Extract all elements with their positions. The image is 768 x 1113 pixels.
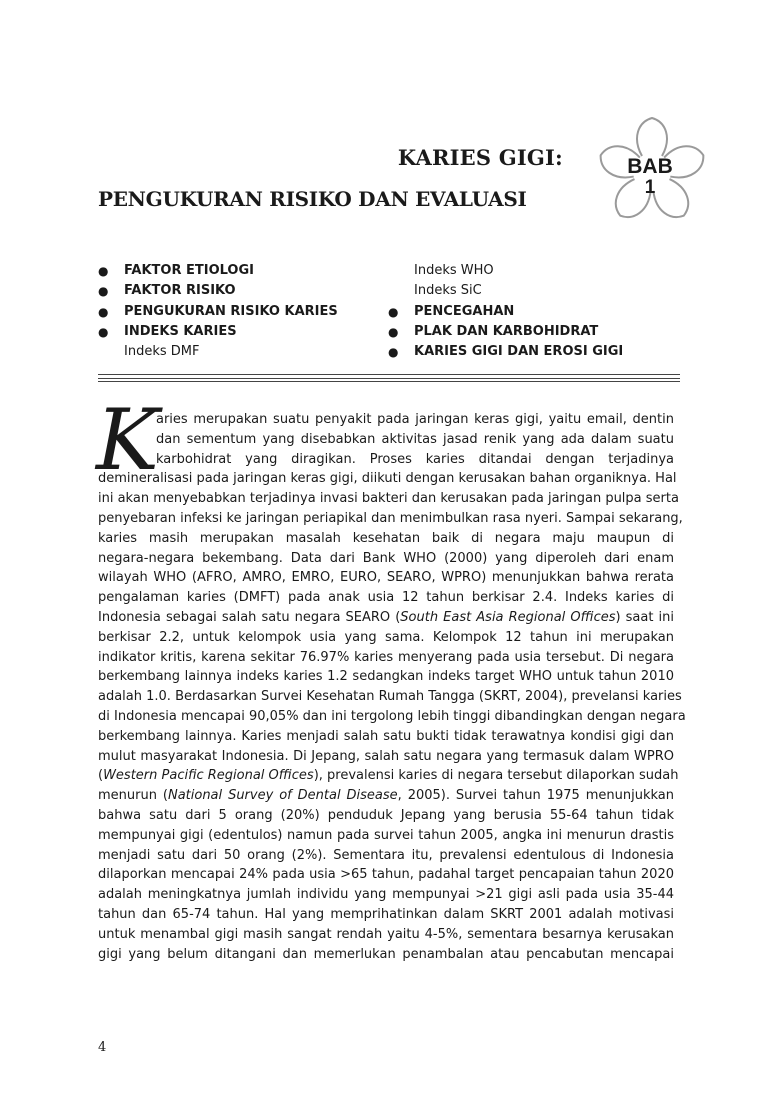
chapter-label: BAB [627,155,673,178]
toc-item [98,322,338,342]
toc-item [388,261,623,281]
body-line: karies masih merupakan masalah kesehatan baik di negara maju maupun di [98,530,674,546]
toc-item [98,261,338,281]
toc-item-label: Indeks DMF [124,344,200,360]
bullet-icon: ● [98,324,109,339]
toc-left-column [98,261,338,362]
body-line: dan sementum yang disebabkan aktivitas jasad renik yang ada dalam suatu [156,431,674,447]
body-line: berkembang lainnya. Karies menjadi salah satu bukti tidak terawatnya kondisi gigi dan [98,728,674,744]
chapter-number: 1 [644,177,656,198]
toc-item-label: Indeks SiC [414,283,482,299]
body-line: berkisar 2.2, untuk kelompok usia yang sama. Kelompok 12 tahun ini merupakan [98,629,674,645]
body-line: Indonesia sebagai salah satu negara SEARO (South East Asia Regional Offices) saat ini [98,609,675,625]
body-line: wilayah WHO (AFRO, AMRO, EMRO, EURO, SEARO, WPRO) menunjukkan bahwa rerata [98,570,674,586]
chapter-title-line2: PENGUKURAN RISIKO DAN EVALUASI [98,187,527,211]
toc-item-label: PLAK DAN KARBOHIDRAT [414,323,599,339]
toc-item-label: INDEKS KARIES [124,323,237,339]
body-line: pengalaman karies (DMFT) pada anak usia 12 tahun berkisar 2.4. Indeks karies di [98,590,674,606]
body-line: (Western Pacific Regional Offices), prevalensi karies di negara tersebut dilaporkan sudah [98,768,679,784]
body-line: karbohidrat yang diragikan. Proses karies ditandai dengan terjadinya [156,451,674,467]
toc-item [388,342,623,362]
body-line: mulut masyarakat Indonesia. Di Jepang, salah satu negara yang termasuk dalam WPRO [98,748,674,764]
toc-item [98,302,338,322]
toc-item [98,342,338,362]
body-line: di Indonesia mencapai 90,05% dan ini tergolong lebih tinggi dibandingkan dengan negara [98,708,686,724]
toc-item [388,302,623,322]
body-line: penyebaran infeksi ke jaringan periapikal dan menimbulkan rasa nyeri. Sampai sekarang, [98,510,683,526]
toc-item-label: FAKTOR RISIKO [124,283,236,299]
toc-item [98,281,338,301]
body-line: indikator kritis, karena sekitar 76.97% karies menyerang pada usia tersebut. Di negara [98,649,674,665]
divider-rule [98,374,680,375]
divider-rule [98,381,680,382]
bullet-icon: ● [98,284,109,299]
toc-item-label: PENGUKURAN RISIKO KARIES [124,303,338,319]
body-line: aries merupakan suatu penyakit pada jaringan keras gigi, yaitu email, dentin [156,412,674,427]
bullet-icon: ● [388,345,399,360]
bullet-icon: ● [98,304,109,319]
body-line: untuk menambal gigi masih sangat rendah yaitu 4-5%, sementara besarnya kerusakan [98,926,674,942]
body-line: menurun (National Survey of Dental Disease, 2005). Survei tahun 1975 menunjukkan [98,788,674,804]
body-line: ini akan menyebabkan terjadinya invasi bakteri dan kerusakan pada jaringan pulpa serta [98,491,679,507]
toc-right-column [388,261,623,362]
body-line: negara-negara bekembang. Data dari Bank WHO (2000) yang diperoleh dari enam [98,550,674,566]
bullet-icon: ● [388,304,399,319]
body-text [98,410,686,964]
body-line: tahun dan 65-74 tahun. Hal yang memprihatinkan dalam SKRT 2001 adalah motivasi [98,906,674,922]
page-number: 4 [98,1040,107,1055]
body-line: mempunyai gigi (edentulos) namun pada survei tahun 2005, angka ini menurun drastis [98,827,674,843]
body-line: adalah 1.0. Berdasarkan Survei Kesehatan Rumah Tangga (SKRT, 2004), prevelansi karies [98,689,682,705]
drop-cap: K [96,391,159,489]
chapter-title-line1: KARIES GIGI: [397,145,563,170]
body-line: berkembang lainnya indeks karies 1.2 sedangkan indeks target WHO untuk tahun 2010 [98,669,674,685]
bullet-icon: ● [388,324,399,339]
divider-rule [98,378,680,379]
body-line: adalah meningkatnya jumlah individu yang mempunyai >21 gigi asli pada usia 35-44 [98,887,674,903]
body-line: gigi yang belum ditangani dan memerlukan penambalan atau pencabutan mencapai [98,946,674,962]
toc-item-label: PENCEGAHAN [414,303,515,319]
toc-item-label: KARIES GIGI DAN EROSI GIGI [414,344,624,360]
body-line: bahwa satu dari 5 orang (20%) penduduk Jepang yang berusia 55-64 tahun tidak [98,807,674,823]
body-line: dilaporkan mencapai 24% pada usia >65 tahun, padahal target pencapaian tahun 2020 [98,867,674,883]
toc-item [388,281,623,301]
body-line: demineralisasi pada jaringan keras gigi, diikuti dengan kerusakan bahan organiknya. Hal [98,471,677,487]
bullet-icon: ● [98,264,109,278]
body-line: menjadi satu dari 50 orang (2%). Sementara itu, prevalensi edentulous di Indonesia [98,847,674,863]
toc-item [388,322,623,342]
toc-item-label: Indeks WHO [414,263,494,278]
toc-item-label: FAKTOR ETIOLOGI [124,263,254,278]
